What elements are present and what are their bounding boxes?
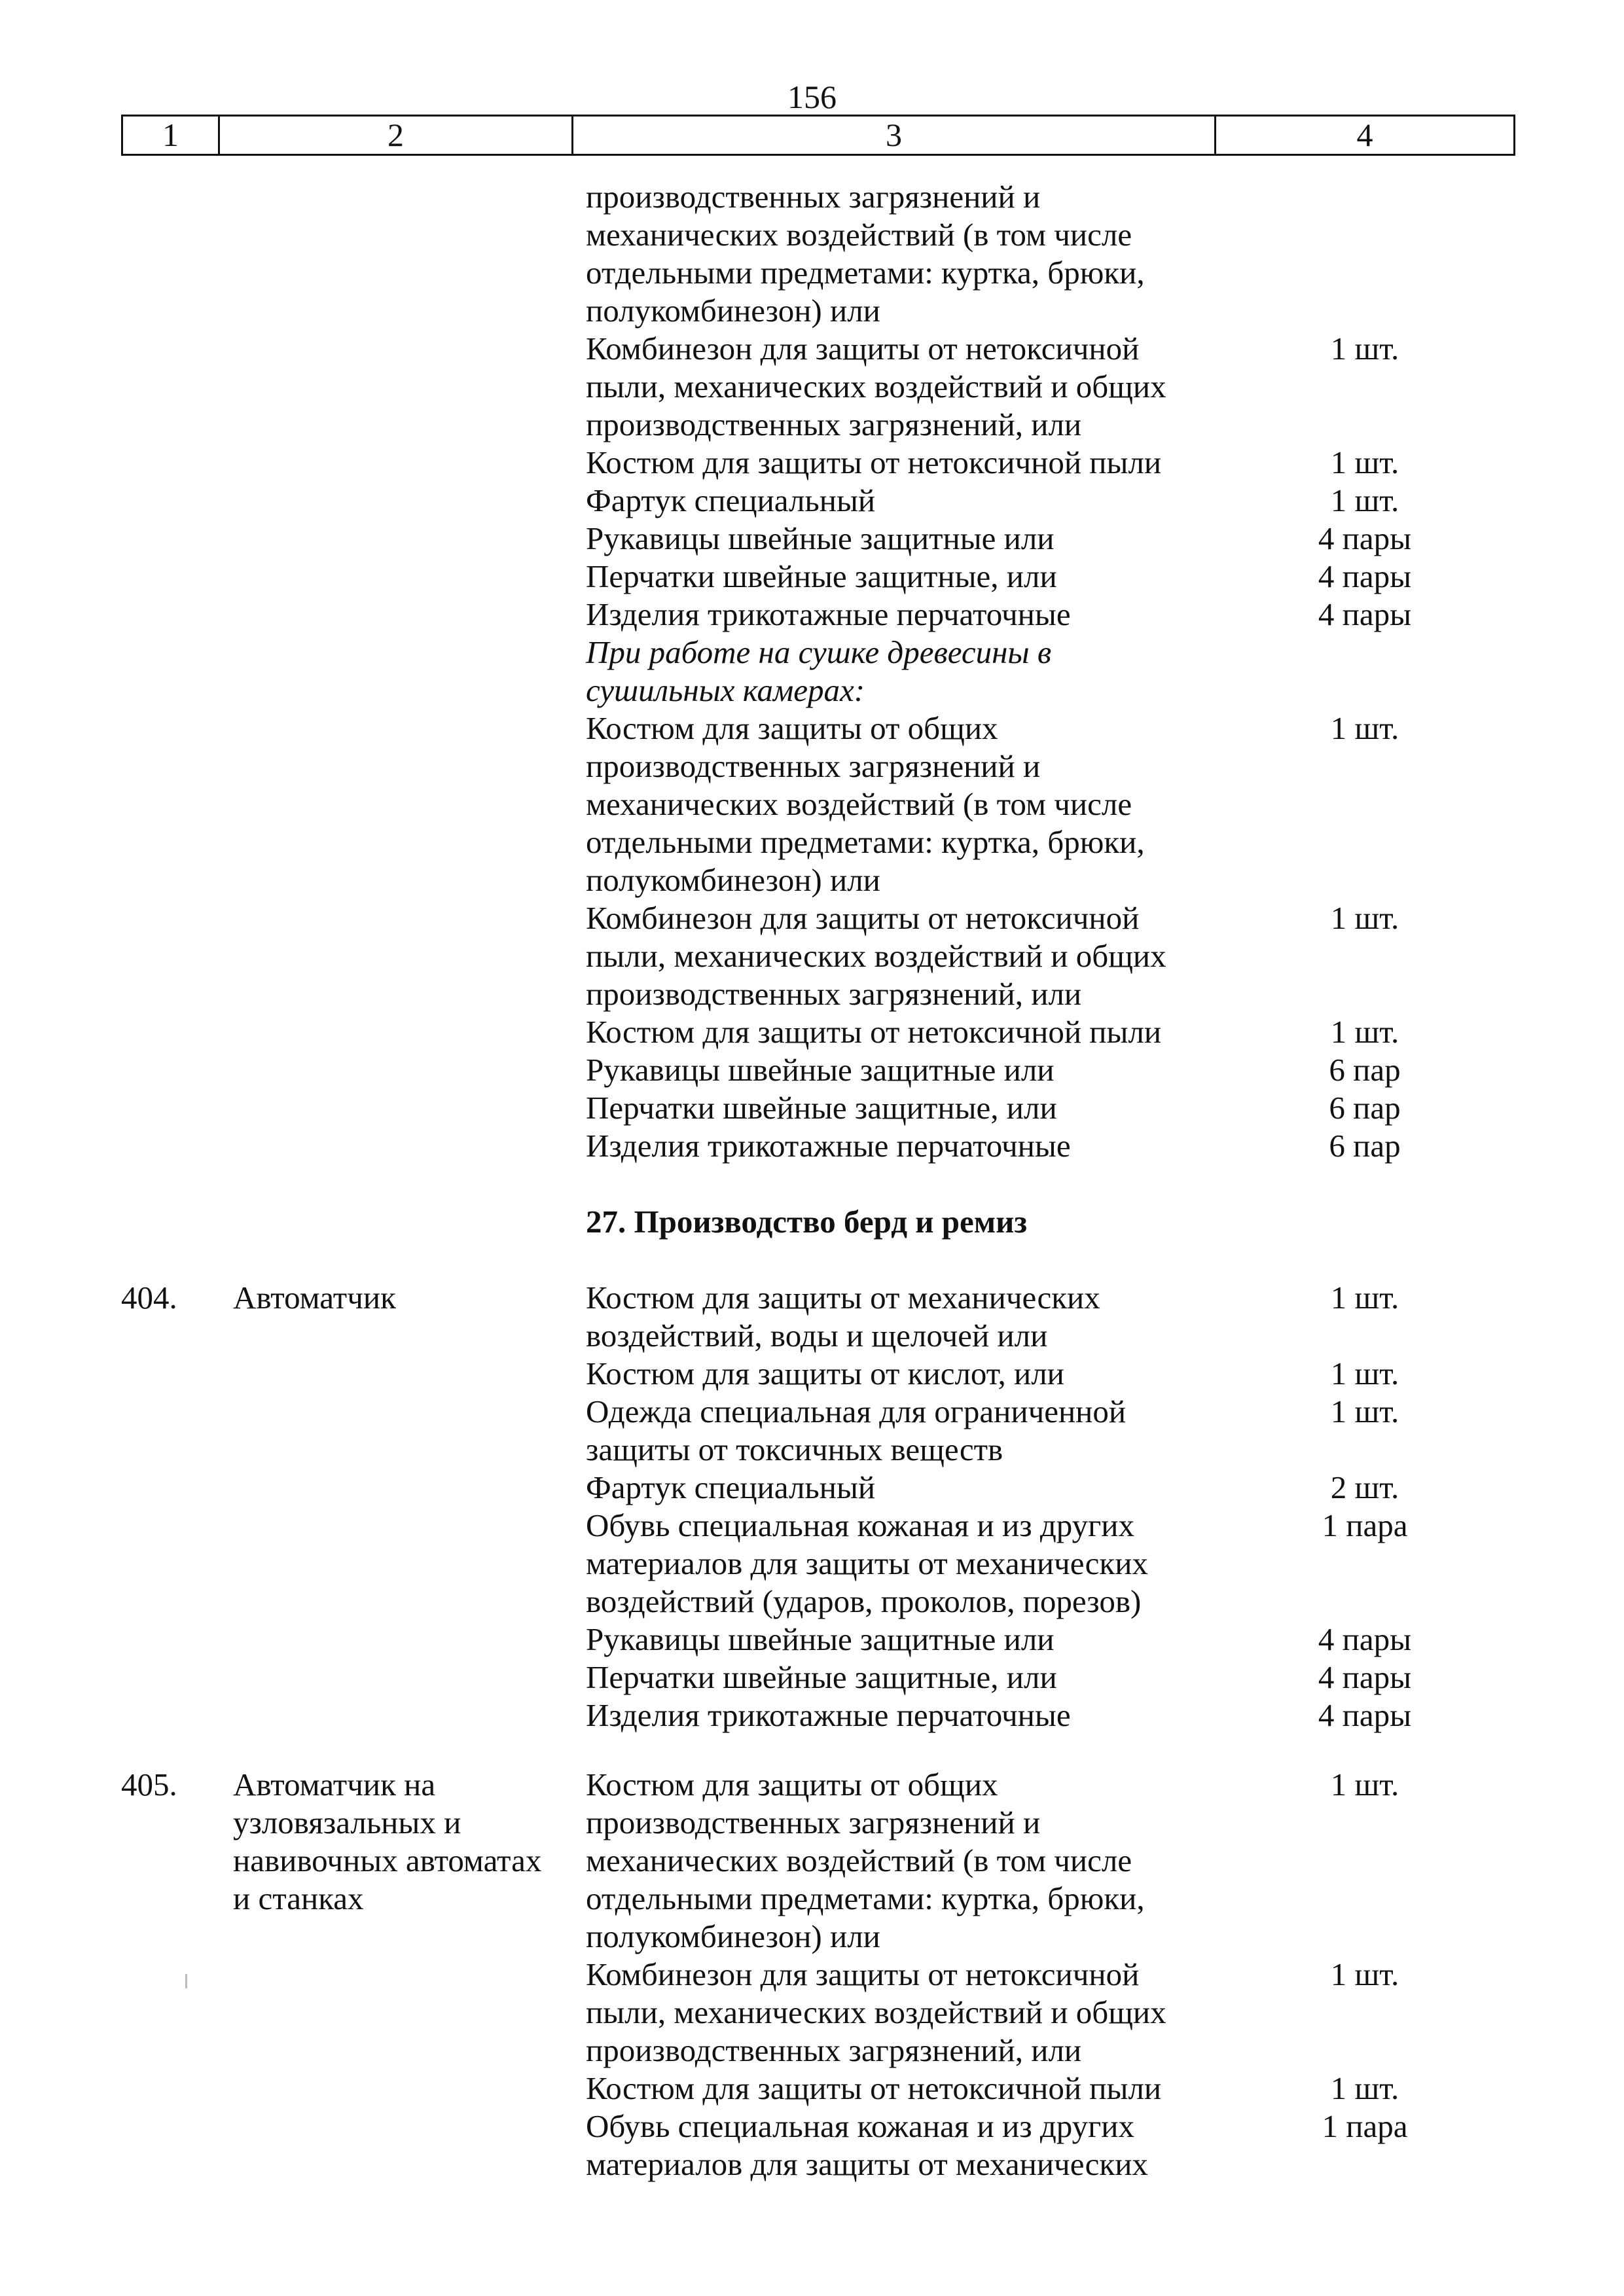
item-text: пыли, механических воздействий и общих — [586, 368, 1166, 404]
item-text: Костюм для защиты от механических — [586, 1280, 1100, 1316]
item-text: производственных загрязнений, или — [586, 2032, 1082, 2068]
item-text: пыли, механических воздействий и общих — [586, 938, 1166, 974]
item-text: Фартук специальный — [586, 482, 876, 518]
item-qty: 6 пар — [1329, 1128, 1401, 1164]
item-text: полукомбинезон) или — [586, 862, 880, 898]
item-qty: 1 шт. — [1330, 331, 1399, 367]
item-qty: 1 шт. — [1330, 1393, 1399, 1429]
item-text: Костюм для защиты от нетоксичной пыли — [586, 1014, 1162, 1050]
header-col-4: 4 — [1356, 117, 1373, 153]
item-text: производственных загрязнений и — [586, 748, 1041, 784]
item-text: отдельными предметами: куртка, брюки, — [586, 255, 1145, 291]
profession-name: навивочных автоматах — [233, 1842, 542, 1878]
item-text: механических воздействий (в том числе — [586, 217, 1132, 253]
item-text: отдельными предметами: куртка, брюки, — [586, 824, 1145, 860]
item-qty: 1 шт. — [1330, 2070, 1399, 2106]
item-text: Рукавицы швейные защитные или — [586, 1621, 1055, 1657]
work-condition-note: сушильных камерах: — [586, 672, 865, 708]
item-qty: 1 шт. — [1330, 1014, 1399, 1050]
item-text: воздействий (ударов, проколов, порезов) — [586, 1583, 1142, 1619]
item-text: материалов для защиты от механических — [586, 1545, 1148, 1581]
item-text: Изделия трикотажные перчаточные — [586, 1697, 1071, 1733]
item-text: механических воздействий (в том числе — [586, 786, 1132, 822]
item-qty: 6 пар — [1329, 1090, 1401, 1126]
item-text: Фартук специальный — [586, 1469, 876, 1505]
item-text: Комбинезон для защиты от нетоксичной — [586, 900, 1140, 936]
item-qty: 1 шт. — [1330, 900, 1399, 936]
profession-name: узловязальных и — [233, 1804, 461, 1840]
item-text: Перчатки швейные защитные, или — [586, 558, 1057, 594]
item-qty: 1 шт. — [1330, 1280, 1399, 1316]
item-text: производственных загрязнений и — [586, 179, 1041, 215]
item-text: Костюм для защиты от кислот, или — [586, 1355, 1064, 1391]
header-col-3: 3 — [573, 117, 1216, 154]
item-text: Одежда специальная для ограниченной — [586, 1393, 1127, 1429]
item-qty: 1 шт. — [1330, 444, 1399, 480]
profession-name: Автоматчик — [233, 1280, 396, 1316]
item-qty: 4 пары — [1318, 1659, 1412, 1695]
item-text: производственных загрязнений и — [586, 1804, 1041, 1840]
item-qty: 4 пары — [1318, 1621, 1412, 1657]
item-text: Перчатки швейные защитные, или — [586, 1659, 1057, 1695]
entry-number: 405. — [121, 1767, 177, 1803]
item-text: полукомбинезон) или — [586, 1918, 880, 1954]
item-qty: 1 шт. — [1330, 482, 1399, 518]
item-qty: 4 пары — [1318, 520, 1412, 556]
item-text: отдельными предметами: куртка, брюки, — [586, 1880, 1145, 1916]
item-text: производственных загрязнений, или — [586, 976, 1082, 1012]
item-text: Костюм для защиты от общих — [586, 710, 998, 746]
item-qty: 1 шт. — [1330, 1355, 1399, 1391]
entry-number: 404. — [121, 1280, 177, 1316]
item-text: Костюм для защиты от общих — [586, 1767, 998, 1803]
profession-name: Автоматчик на — [233, 1767, 436, 1803]
item-text: Обувь специальная кожаная и из других — [586, 1507, 1134, 1543]
item-qty: 4 пары — [1318, 596, 1412, 632]
item-qty: 4 пары — [1318, 1697, 1412, 1733]
item-qty: 6 пар — [1329, 1052, 1401, 1088]
item-text: Костюм для защиты от нетоксичной пыли — [586, 2070, 1162, 2106]
item-text: воздействий, воды и щелочей или — [586, 1318, 1048, 1354]
item-qty: 1 шт. — [1330, 1956, 1399, 1992]
item-qty: 1 шт. — [1330, 1767, 1399, 1803]
item-text: пыли, механических воздействий и общих — [586, 1994, 1166, 2030]
item-text: Изделия трикотажные перчаточные — [586, 596, 1071, 632]
item-text: Комбинезон для защиты от нетоксичной — [586, 1956, 1140, 1992]
item-text: полукомбинезон) или — [586, 293, 880, 329]
item-text: защиты от токсичных веществ — [586, 1431, 1003, 1467]
item-qty: 1 шт. — [1330, 710, 1399, 746]
item-qty: 1 пара — [1322, 1507, 1408, 1543]
item-text: Рукавицы швейные защитные или — [586, 520, 1055, 556]
item-text: Изделия трикотажные перчаточные — [586, 1128, 1071, 1164]
header-col-2: 2 — [220, 117, 573, 154]
scan-artifact — [185, 1974, 187, 1988]
profession-name: и станках — [233, 1880, 364, 1916]
work-condition-note: При работе на сушке древесины в — [586, 634, 1052, 670]
item-qty: 4 пары — [1318, 558, 1412, 594]
item-text: Перчатки швейные защитные, или — [586, 1090, 1057, 1126]
item-text: механических воздействий (в том числе — [586, 1842, 1132, 1878]
item-text: Обувь специальная кожаная и из других — [586, 2108, 1134, 2144]
item-text: Рукавицы швейные защитные или — [586, 1052, 1055, 1088]
item-text: материалов для защиты от механических — [586, 2146, 1148, 2182]
page-number: 156 — [787, 79, 837, 115]
section-heading: 27. Производство берд и ремиз — [586, 1204, 1028, 1240]
item-text: Костюм для защиты от нетоксичной пыли — [586, 444, 1162, 480]
item-qty: 1 пара — [1322, 2108, 1408, 2144]
item-text: Комбинезон для защиты от нетоксичной — [586, 331, 1140, 367]
table-header — [121, 115, 1515, 156]
item-qty: 2 шт. — [1330, 1469, 1399, 1505]
item-text: производственных загрязнений, или — [586, 406, 1082, 442]
header-col-1: 1 — [123, 117, 220, 154]
